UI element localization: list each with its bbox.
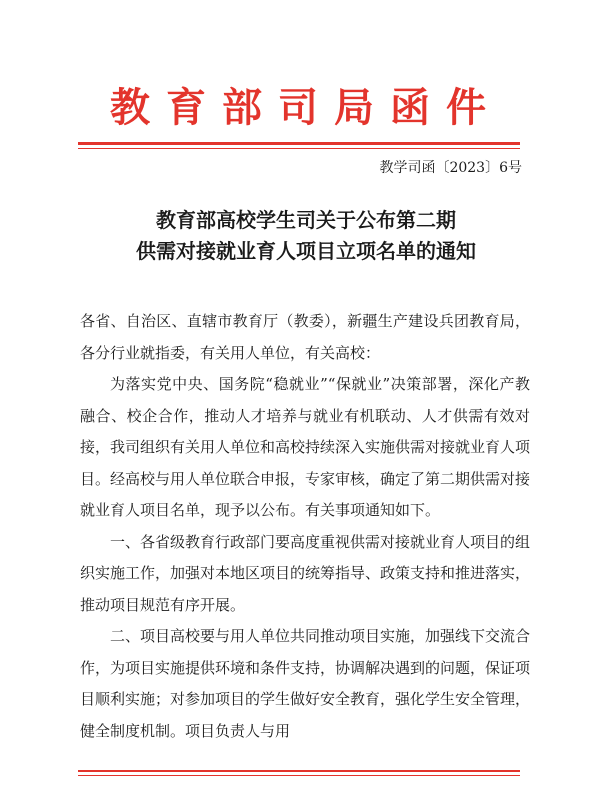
letterhead-title: 教育部司局函件 [110, 85, 502, 131]
body-paragraph-1: 为落实党中央、国务院“稳就业”“保就业”决策部署，深化产教融合、校企合作，推动人才培养与就业有机联动、人才供需有效对接，我司组织有关用人单位和高校持续深入实施供需对接就业育人项目。经高校与用人单位联合申报，专家审核，确定了第二期供需对接就业育人项目名单，现予以公布。有关事项通知如下。 [80, 375, 531, 519]
notice-body [80, 306, 530, 747]
header-red-rule-thick [78, 142, 520, 145]
footer-red-rule-thin [78, 775, 520, 776]
notice-title-line-1: 教育部高校学生司关于公布第二期 [156, 208, 456, 232]
header-red-rule-thin [78, 148, 520, 149]
body-paragraph-2: 一、各省级教育行政部门要高度重视供需对接就业育人项目的组织实施工作，加强对本地区项目的统筹指导、政策支持和推进落实，推动项目规范有序开展。 [80, 532, 531, 614]
document-number: 教学司函〔2023〕6号 [379, 160, 522, 176]
footer-red-rule-thick [78, 770, 520, 772]
notice-title [0, 205, 612, 267]
body-paragraph-3: 二、项目高校要与用人单位共同推动项目实施，加强线下交流合作，为项目实施提供环境和条件支持，协调解决遇到的问题，保证项目顺利实施；对参加项目的学生做好安全教育，强化学生安全管理，健全制度机制。项目负责人与用 [80, 627, 531, 740]
notice-title-line-2: 供需对接就业育人项目立项名单的通知 [136, 239, 476, 263]
addressee-paragraph: 各省、自治区、直辖市教育厅（教委），新疆生产建设兵团教育局，各分行业就指委，有关用人单位，有关高校： [80, 312, 530, 362]
